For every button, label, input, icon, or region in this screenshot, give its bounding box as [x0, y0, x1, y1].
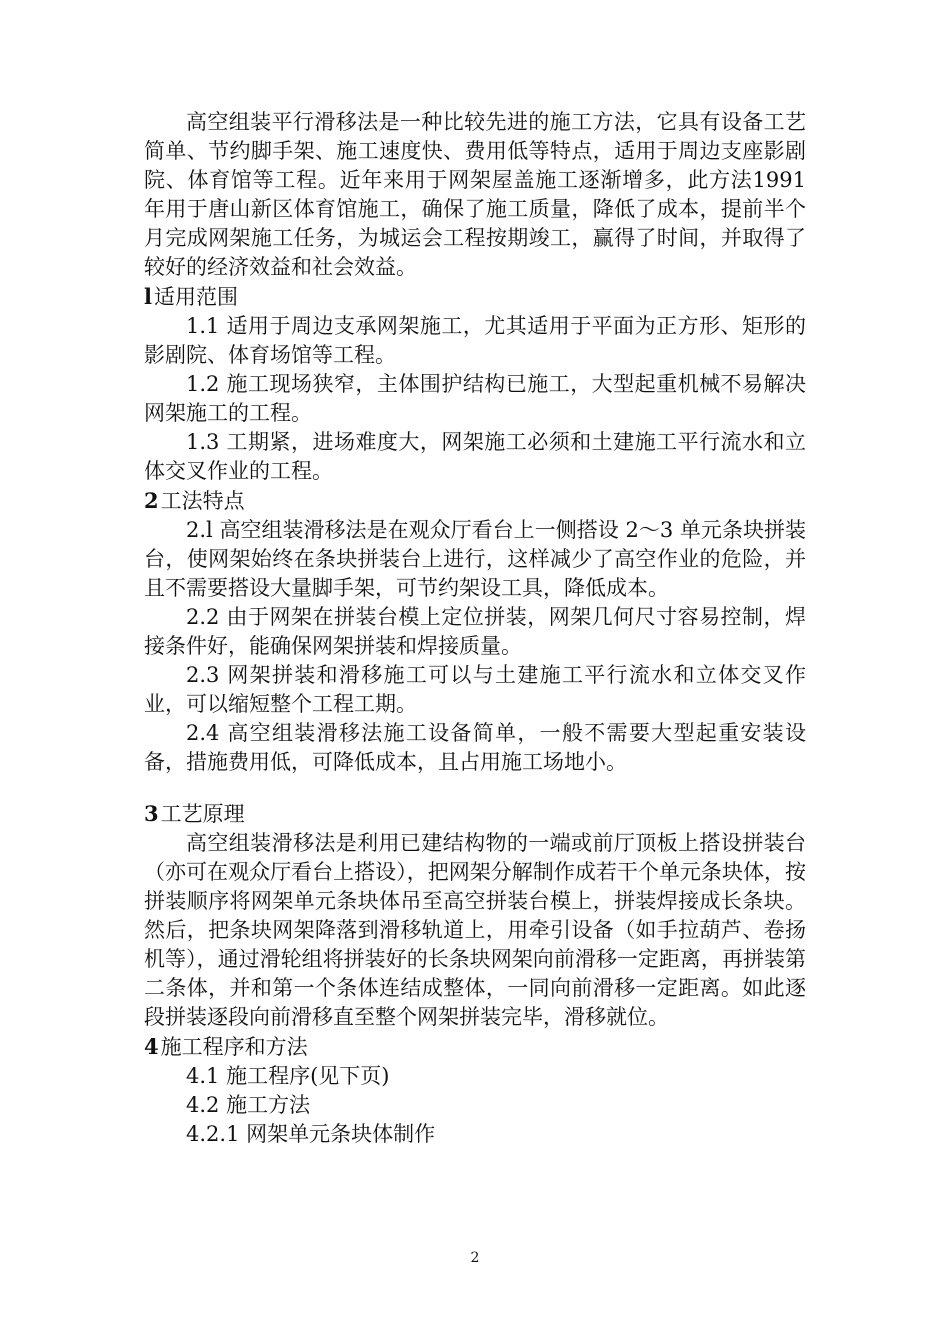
section-heading [144, 799, 806, 829]
section-4 [144, 1032, 806, 1149]
section-paragraph: 2.l 高空组装滑移法是在观众厅看台上一侧搭设 2～3 单元条块拼装台，使网架始终在条块拼装台上进行，这样减少了高空作业的危险，并且不需要搭设大量脚手架，可节约架设工具，降低成本。 [144, 518, 806, 600]
section-paragraph: 高空组装滑移法是利用已建结构物的一端或前厅顶板上搭设拼装台（亦可在观众厅看台上搭设），把网架分解制作成若干个单元条块体，按拼装顺序将网架单元条块体吊至高空拼装台模上，拼装焊接成长条块。然后，把条块网架降落到滑移轨道上，用牵引设备（如手拉葫芦、卷扬机等），通过滑轮组将拼装好的长条块网架向前滑移一定距离，再拼装第二条体，并和第一个条体连结成整体，一同向前滑移一定距离。如此逐段拼装逐段向前滑移直至整个网架拼装完毕，滑移就位。 [144, 831, 806, 1029]
section-paragraph: 1.1 适用于周边支承网架施工，尤其适用于平面为正方形、矩形的影剧院、体育场馆等工程。 [144, 314, 806, 367]
section-heading [144, 282, 806, 312]
section-heading [144, 1032, 806, 1062]
section-paragraph: 1.2 施工现场狭窄，主体围护结构已施工，大型起重机械不易解决网架施工的工程。 [144, 372, 806, 425]
section-number: l [144, 284, 152, 309]
subsection-line: 4.1 施工程序(见下页) [186, 1064, 390, 1088]
section-1 [144, 282, 806, 486]
section-title: 工艺原理 [160, 802, 245, 826]
section-heading [144, 486, 806, 516]
section-number: 2 [144, 488, 159, 513]
section-title: 施工程序和方法 [160, 1035, 308, 1059]
section-number: 4 [144, 1034, 159, 1059]
intro-paragraph: 高空组装平行滑移法是一种比较先进的施工方法，它具有设备工艺简单、节约脚手架、施工速度快、费用低等特点，适用于周边支座影剧院、体育馆等工程。近年来用于网架屋盖施工逐渐增多，此方法1991 年用于唐山新区体育馆施工，确保了施工质量，降低了成本，提前半个月完成网架施工任务，为城运会工程按期竣工，赢得了时间，并取得了较好的经济效益和社会效益。 [144, 110, 806, 279]
subsection-line: 4.2.1 网架单元条块体制作 [186, 1122, 436, 1146]
section-number: 3 [144, 801, 159, 826]
section-paragraph: 1.3 工期紧，进场难度大，网架施工必须和土建施工平行流水和立体交叉作业的工程。 [144, 430, 806, 483]
section-title: 适用范围 [153, 285, 238, 309]
section-paragraph: 2.4 高空组装滑移法施工设备简单，一般不需要大型起重安装设备，措施费用低，可降低成本，且占用施工场地小。 [144, 721, 806, 774]
section-paragraph: 2.3 网架拼装和滑移施工可以与土建施工平行流水和立体交叉作业，可以缩短整个工程工期。 [144, 663, 806, 716]
section-3 [144, 799, 806, 1032]
document-body [144, 108, 806, 1149]
page-number: 2 [470, 1250, 480, 1266]
section-2 [144, 486, 806, 777]
section-title: 工法特点 [160, 489, 245, 513]
subsection-line: 4.2 施工方法 [186, 1093, 311, 1117]
section-paragraph: 2.2 由于网架在拼装台模上定位拼装，网架几何尺寸容易控制，焊接条件好，能确保网架拼装和焊接质量。 [144, 605, 806, 658]
